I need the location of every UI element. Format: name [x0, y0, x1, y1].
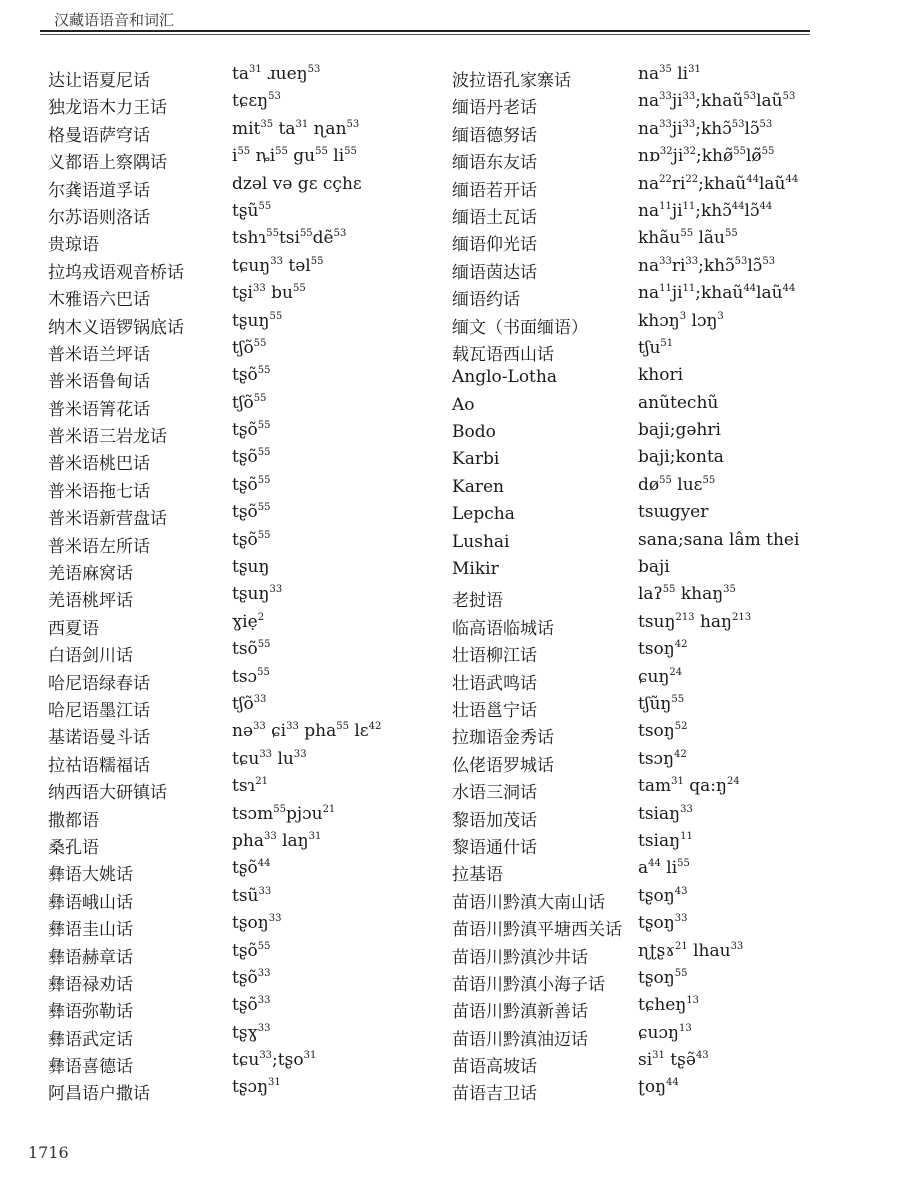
- language-name: 苗语川黔滇新善话: [452, 1002, 588, 1023]
- word-form: ɣiẹ$^2$: [232, 611, 265, 632]
- language-name: 纳木义语锣锅底话: [48, 317, 184, 338]
- word-form: $si^{31}$ tʂə̃$^{43}$: [638, 1050, 709, 1071]
- language-name: 独龙语木力王话: [48, 98, 167, 119]
- word-form: ɕuŋ$^{24}$: [638, 666, 683, 687]
- word-form: tʂuŋ$^{33}$: [232, 584, 283, 605]
- entry-row: [0, 309, 450, 336]
- entry-row: [0, 829, 450, 856]
- entry-row: [0, 610, 450, 637]
- entry-row: [0, 939, 450, 966]
- language-name: 彝语喜德话: [48, 1057, 133, 1078]
- word-form: baji: [638, 557, 670, 578]
- word-form: tʂi$^{33}$ $bu^{55}$: [232, 283, 306, 304]
- language-name: 缅语茵达话: [452, 262, 537, 283]
- language-name: 波拉语孔家寨话: [452, 71, 571, 91]
- word-form: tsɔŋ$^{42}$: [638, 748, 687, 769]
- word-form: baji;gəhri: [638, 420, 721, 441]
- entry-row: [450, 582, 900, 612]
- entry-row: [0, 281, 450, 311]
- entry-row: [450, 774, 900, 804]
- language-name: 仫佬语罗城话: [452, 755, 554, 776]
- entry-row: [0, 747, 450, 774]
- language-name: 义都语上察隅话: [48, 153, 167, 174]
- entry-row: [450, 829, 900, 856]
- entry-row: [0, 802, 450, 829]
- word-form: ɳʈʂɤ$^{21}$ lhau$^{33}$: [638, 940, 744, 961]
- word-form: tʂõ$^{55}$: [232, 474, 271, 495]
- entry-row: [450, 719, 900, 749]
- entry-row: [450, 665, 900, 692]
- word-form: tɕɛŋ$^{53}$: [232, 91, 281, 112]
- language-name: 普米语左所话: [48, 536, 150, 557]
- language-name: 西夏语: [48, 618, 99, 639]
- word-form: baji;konta: [638, 447, 724, 468]
- entry-row: [0, 528, 450, 555]
- entry-row: [450, 911, 900, 941]
- language-name: 阿昌语户撒话: [48, 1084, 150, 1105]
- word-form: tʂõ$^{44}$: [232, 858, 271, 879]
- word-form: ʈoŋ$^{44}$: [638, 1077, 679, 1098]
- word-form: $dø^{55}$ luɛ$^{55}$: [638, 474, 716, 495]
- entry-row: [450, 637, 900, 667]
- entry-row: [0, 445, 450, 475]
- language-name: 临高语临城话: [452, 618, 554, 639]
- entry-row: [0, 665, 450, 692]
- entry-row: [450, 747, 900, 774]
- word-form: tʂuŋ: [232, 557, 270, 578]
- entry-row: [0, 719, 450, 749]
- word-form: dzəl və gɛ cçhɛ: [232, 173, 362, 194]
- word-form: tʂoŋ$^{33}$: [638, 913, 688, 934]
- word-form: $na^{11}ji^{11};khaũ^{44}laũ^{44}$: [638, 283, 796, 304]
- word-form: nə$^{33}$ ɕi$^{33}$ pha$^{55}$ lɛ$^{42}$: [232, 721, 382, 742]
- language-name: 彝语峨山话: [48, 892, 133, 913]
- language-name: 缅语仰光话: [452, 235, 537, 256]
- entry-row: [450, 309, 900, 336]
- word-form: tʃũŋ$^{55}$: [638, 693, 685, 714]
- entry-row: [0, 89, 450, 119]
- word-form: tʂoŋ$^{33}$: [232, 913, 282, 934]
- word-form: mit$^{35}$ $ta^{31}$ ɳan$^{53}$: [232, 118, 360, 139]
- entry-row: [0, 144, 450, 174]
- language-name: 黎语通什话: [452, 837, 537, 858]
- word-form: $na^{11}ji^{11};khɔ̃^{44}lɔ̃^{44}$: [638, 200, 773, 221]
- entry-row: [0, 692, 450, 719]
- language-name: Anglo-Lotha: [452, 367, 557, 388]
- language-name: 羌语麻窝话: [48, 564, 133, 585]
- language-name: 缅语丹老话: [452, 98, 537, 119]
- language-name: 载瓦语西山话: [452, 344, 554, 365]
- entry-row: [450, 692, 900, 719]
- language-name: 哈尼语墨江话: [48, 700, 150, 721]
- word-form: tʂoŋ$^{43}$: [638, 885, 688, 906]
- entry-row: [0, 226, 450, 256]
- entry-row: [0, 1048, 450, 1078]
- word-form: $na^{33}ri^{33};khɔ̃^{53}lɔ̃^{53}$: [638, 255, 776, 276]
- word-form: ɕuɔŋ$^{13}$: [638, 1022, 692, 1043]
- entry-row: [450, 966, 900, 993]
- entry-row: [450, 610, 900, 637]
- header-rule-thin: [40, 34, 810, 35]
- language-name: 拉基语: [452, 865, 503, 886]
- header-rule: [40, 30, 810, 32]
- page-number: 1716: [28, 1143, 69, 1162]
- entry-row: [450, 117, 900, 144]
- language-name: 缅语若开话: [452, 180, 537, 201]
- language-name: 彝语圭山话: [48, 920, 133, 941]
- word-form: laʔ$^{55}$ khaŋ$^{35}$: [638, 584, 736, 605]
- word-form: $ta^{31}$ ɹueŋ$^{53}$: [232, 64, 321, 84]
- entry-row: [0, 911, 450, 941]
- entry-row: [450, 418, 900, 445]
- entry-row: [0, 555, 450, 585]
- entry-row: [450, 254, 900, 281]
- language-name: 普米语桃巴话: [48, 454, 150, 475]
- language-name: 格曼语萨穹话: [48, 125, 150, 146]
- word-form: $i^{55}$ $ȵi^{55}$ $gu^{55}$ $li^{55}$: [232, 146, 357, 167]
- language-name: 尔龚语道孚话: [48, 180, 150, 201]
- left-column: [0, 62, 450, 1103]
- entry-row: [0, 172, 450, 199]
- language-name: 尔苏语则洛话: [48, 207, 150, 228]
- language-name: 拉坞戎语观音桥话: [48, 262, 184, 283]
- entry-row: [450, 363, 900, 390]
- language-name: 苗语川黔滇油迈话: [452, 1029, 588, 1050]
- word-form: tsɯgyer: [638, 502, 709, 523]
- word-form: tʂõ$^{55}$: [232, 502, 271, 523]
- word-form: tsuŋ$^{213}$ haŋ$^{213}$: [638, 611, 752, 632]
- language-name: 普米语三岩龙话: [48, 427, 167, 448]
- entry-row: [450, 473, 900, 500]
- language-name: 缅语东友话: [452, 153, 537, 174]
- word-form: $a^{44}$ $li^{55}$: [638, 858, 690, 879]
- word-form: tʂõ$^{33}$: [232, 967, 271, 988]
- entry-row: [450, 528, 900, 555]
- running-title: 汉藏语语音和词汇: [54, 11, 175, 29]
- language-name: 拉珈语金秀话: [452, 728, 554, 749]
- entry-row: [450, 62, 900, 89]
- word-form: tʃu$^{51}$: [638, 337, 674, 358]
- entry-row: [0, 62, 450, 89]
- word-form: tʂũ$^{55}$: [232, 200, 272, 221]
- word-form: tɕuŋ$^{33}$ təl$^{55}$: [232, 255, 324, 276]
- language-name: 苗语高坡话: [452, 1057, 537, 1078]
- language-name: 彝语赫章话: [48, 947, 133, 968]
- entry-row: [450, 993, 900, 1023]
- language-name: Bodo: [452, 422, 496, 443]
- word-form: khãu$^{55}$ lãu$^{55}$: [638, 228, 738, 249]
- language-name: 缅语德努话: [452, 125, 537, 146]
- word-form: $nɒ^{32}ji^{32};khø̃^{55}lø̃^{55}$: [638, 146, 775, 167]
- entry-row: [450, 1021, 900, 1048]
- entry-row: [450, 281, 900, 311]
- word-form: tʃõ$^{55}$: [232, 392, 267, 413]
- entry-row: [0, 391, 450, 418]
- word-form: tsoŋ$^{42}$: [638, 639, 688, 660]
- language-name: Ao: [452, 394, 475, 415]
- word-form: $na^{33}ji^{33};khaũ^{53}laũ^{53}$: [638, 91, 796, 112]
- word-form: tʂõ$^{55}$: [232, 940, 271, 961]
- word-form: $na^{22}ri^{22};khaũ^{44}laũ^{44}$: [638, 173, 799, 194]
- word-form: tʃõ$^{55}$: [232, 337, 267, 358]
- entry-row: [450, 391, 900, 418]
- entry-row: [450, 884, 900, 911]
- entry-row: [0, 856, 450, 886]
- language-name: 达让语夏尼话: [48, 71, 150, 91]
- language-name: 黎语加茂话: [452, 810, 537, 831]
- word-form: tʂõ$^{55}$: [232, 529, 271, 550]
- entry-row: [0, 884, 450, 911]
- language-name: 彝语禄劝话: [48, 974, 133, 995]
- language-name: 基诺语曼斗话: [48, 728, 150, 749]
- language-name: 羌语桃坪话: [48, 591, 133, 612]
- language-name: 壮语邕宁话: [452, 700, 537, 721]
- language-name: Lepcha: [452, 504, 515, 525]
- language-name: 普米语拖七话: [48, 481, 150, 502]
- language-name: 普米语箐花话: [48, 399, 150, 420]
- language-name: 苗语吉卫话: [452, 1084, 537, 1105]
- language-name: 苗语川黔滇小海子话: [452, 974, 605, 995]
- language-name: 苗语川黔滇沙井话: [452, 947, 588, 968]
- language-name: 老挝语: [452, 591, 503, 612]
- language-name: 苗语川黔滇平塘西关话: [452, 920, 622, 941]
- language-name: 缅语约话: [452, 290, 520, 311]
- language-name: 水语三洞话: [452, 783, 537, 804]
- language-name: 桑孔语: [48, 837, 99, 858]
- language-name: 彝语弥勒话: [48, 1002, 133, 1023]
- entry-row: [450, 1048, 900, 1078]
- entry-row: [0, 993, 450, 1023]
- word-form: tʂɔŋ$^{31}$: [232, 1077, 281, 1098]
- entry-row: [0, 966, 450, 993]
- entry-row: [0, 1021, 450, 1048]
- entry-row: [0, 1075, 450, 1105]
- entry-row: [450, 1075, 900, 1105]
- word-form: tsɿ$^{21}$: [232, 776, 268, 797]
- language-name: Lushai: [452, 531, 510, 552]
- entry-row: [0, 500, 450, 530]
- entry-row: [0, 117, 450, 144]
- entry-row: [450, 939, 900, 966]
- language-name: 普米语鲁甸话: [48, 372, 150, 393]
- language-name: Mikir: [452, 559, 499, 580]
- entry-row: [450, 802, 900, 829]
- word-form: tɕheŋ$^{13}$: [638, 995, 700, 1016]
- language-name: 哈尼语绿春话: [48, 673, 150, 694]
- word-form: tsiaŋ$^{11}$: [638, 830, 693, 851]
- language-name: 壮语柳江话: [452, 646, 537, 667]
- word-form: anũtechũ: [638, 392, 719, 413]
- entry-row: [0, 199, 450, 226]
- entry-row: [0, 418, 450, 448]
- word-form: tʂɣ$^{33}$: [232, 1022, 271, 1043]
- entry-row: [450, 172, 900, 199]
- entry-row: [0, 637, 450, 667]
- word-form: tɕu$^{33}$ $lu^{33}$: [232, 748, 307, 769]
- word-form: pha$^{33}$ laŋ$^{31}$: [232, 830, 322, 851]
- word-form: tɕu$^{33}$;tʂo$^{31}$: [232, 1050, 317, 1071]
- entry-row: [450, 500, 900, 527]
- language-name: 普米语兰坪话: [48, 344, 150, 365]
- language-name: Karen: [452, 476, 504, 497]
- language-name: 撒都语: [48, 810, 99, 831]
- entry-row: [450, 336, 900, 363]
- entry-row: [450, 856, 900, 886]
- word-form: tʂõ$^{55}$: [232, 420, 271, 441]
- word-form: tsɔm$^{55}$pjɔu$^{21}$: [232, 803, 336, 824]
- language-name: 贵琼语: [48, 235, 99, 256]
- word-form: $na^{33}ji^{33};khɔ̃^{53}lɔ̃^{53}$: [638, 118, 773, 139]
- language-name: 普米语新营盘话: [48, 509, 167, 530]
- word-form: tʂoŋ$^{55}$: [638, 967, 688, 988]
- entry-row: [450, 445, 900, 472]
- entry-row: [0, 774, 450, 804]
- word-form: tshɿ$^{55}$tsi$^{55}$dẽ$^{53}$: [232, 228, 347, 249]
- word-form: khori: [638, 365, 684, 386]
- entry-row: [450, 144, 900, 174]
- word-form: tʃõ$^{33}$: [232, 693, 267, 714]
- entry-row: [450, 199, 900, 226]
- language-name: 白语剑川话: [48, 646, 133, 667]
- entry-row: [450, 226, 900, 256]
- right-column: [450, 62, 900, 1103]
- language-name: 拉祜语糯福话: [48, 755, 150, 776]
- word-form: tsõ$^{55}$: [232, 639, 271, 660]
- word-form: tsɔ$^{55}$: [232, 666, 270, 687]
- word-form: tsũ$^{33}$: [232, 885, 272, 906]
- word-form: khɔŋ$^3$ lɔŋ$^3$: [638, 310, 724, 331]
- word-form: $na^{35}$ $li^{31}$: [638, 64, 701, 84]
- language-name: 苗语川黔滇大南山话: [452, 892, 605, 913]
- entry-row: [0, 473, 450, 500]
- word-form: tʂõ$^{33}$: [232, 995, 271, 1016]
- language-name: 纳西语大研镇话: [48, 783, 167, 804]
- language-name: 彝语大姚话: [48, 865, 133, 886]
- word-form: tʂõ$^{55}$: [232, 365, 271, 386]
- language-name: Karbi: [452, 449, 500, 470]
- entry-row: [0, 254, 450, 281]
- language-name: 缅文（书面缅语）: [452, 317, 588, 338]
- word-form: tsoŋ$^{52}$: [638, 721, 688, 742]
- entry-row: [0, 582, 450, 612]
- entry-row: [0, 363, 450, 393]
- language-name: 彝语武定话: [48, 1029, 133, 1050]
- word-form: tam$^{31}$ $qa:ŋ^{24}$: [638, 776, 740, 797]
- word-form: tʂuŋ$^{55}$: [232, 310, 283, 331]
- word-form: tsiaŋ$^{33}$: [638, 803, 693, 824]
- word-form: tʂõ$^{55}$: [232, 447, 271, 468]
- language-name: 木雅语六巴话: [48, 290, 150, 311]
- entry-row: [450, 555, 900, 582]
- entry-row: [0, 336, 450, 363]
- language-name: 壮语武鸣话: [452, 673, 537, 694]
- language-name: 缅语土瓦话: [452, 207, 537, 228]
- word-form: sana;sana lâm thei: [638, 529, 800, 550]
- entry-row: [450, 89, 900, 119]
